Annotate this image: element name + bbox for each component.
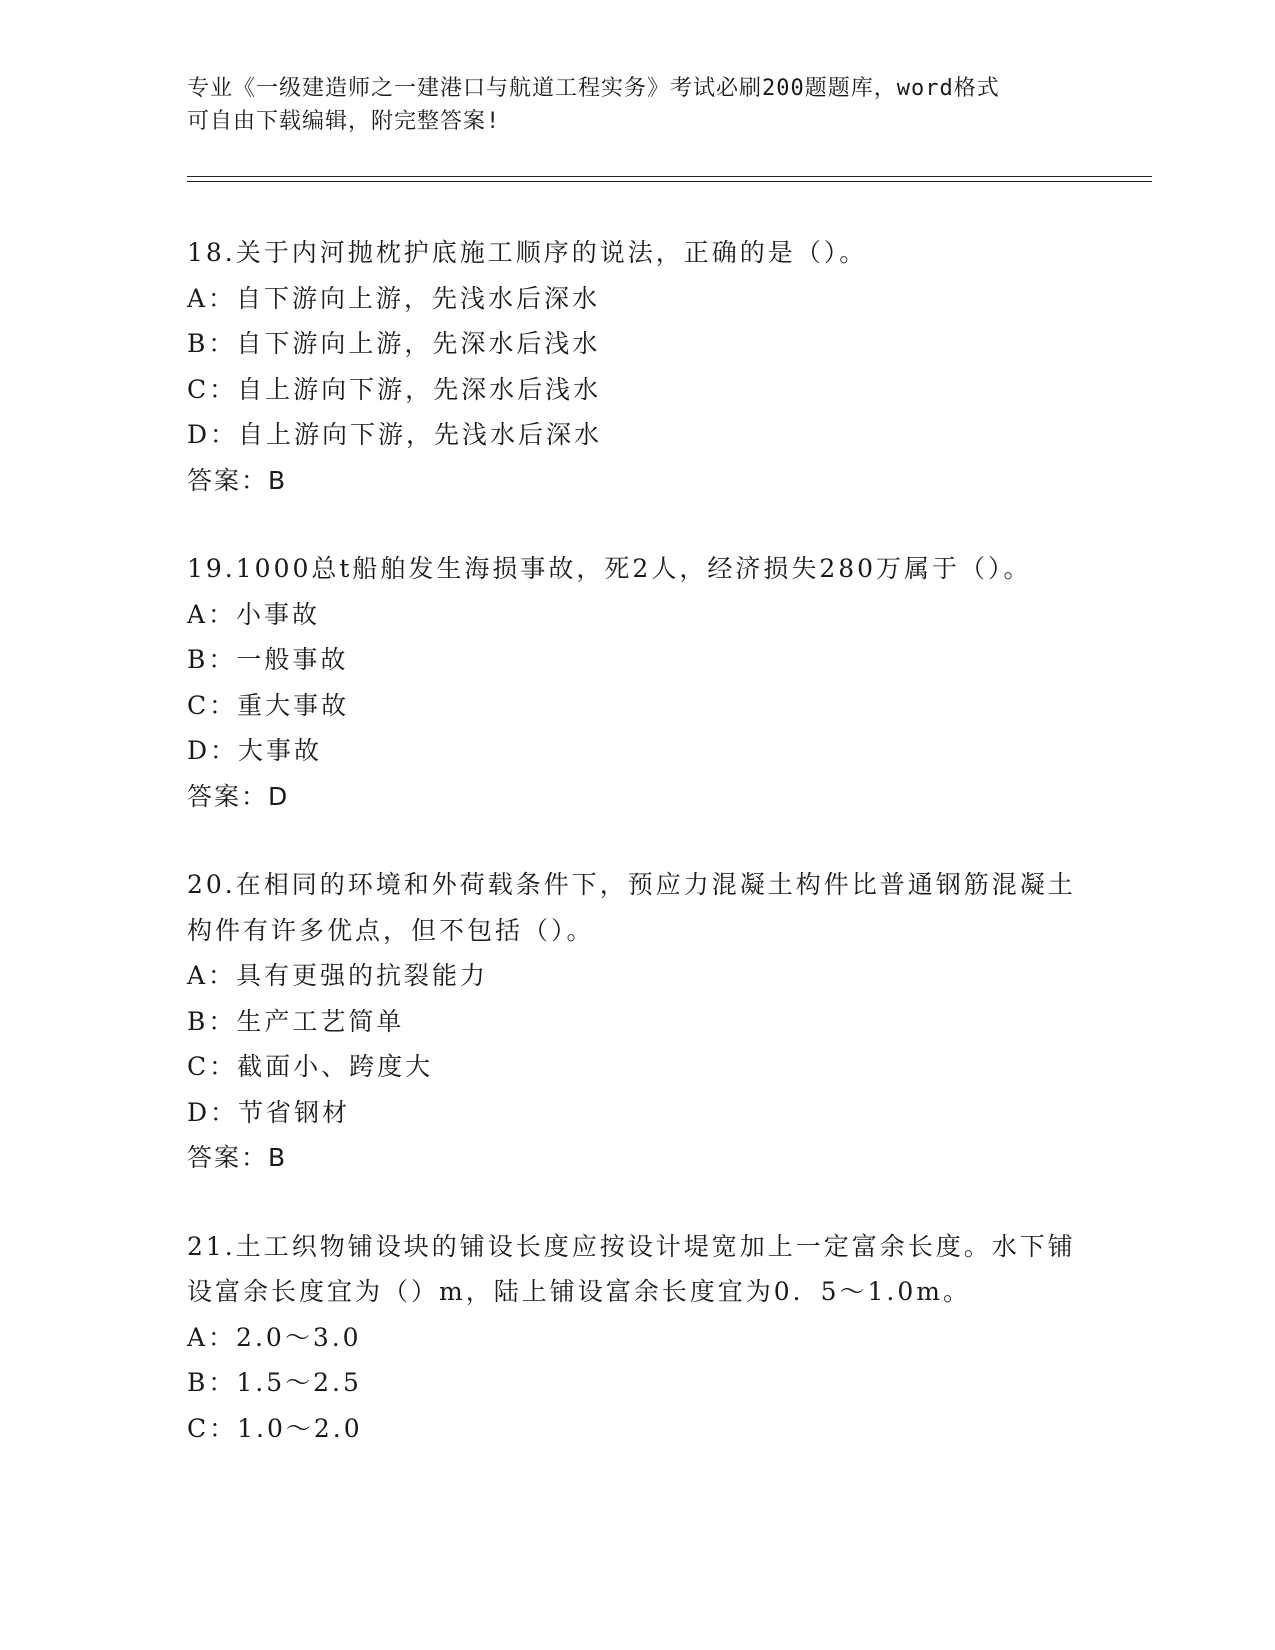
option-d: D：节省钢材 [187, 1097, 351, 1127]
question-stem: 20.在相同的环境和外荷载条件下，预应力混凝土构件比普通钢筋混凝土构件有许多优点，但不包括（）。 [187, 870, 1076, 945]
question-21 [187, 1224, 1087, 1452]
question-stem: 19.1000总t船舶发生海损事故，死2人，经济损失280万属于（）。 [187, 554, 1032, 583]
document-header [187, 72, 1087, 138]
question-stem: 18.关于内河抛枕护底施工顺序的说法，正确的是（）。 [187, 238, 868, 267]
option-a: A：小事故 [187, 599, 321, 629]
option-c: C：1.0～2.0 [187, 1413, 363, 1443]
option-d: D：自上游向下游，先浅水后深水 [187, 420, 603, 449]
question-list [187, 230, 1087, 1494]
option-b: B：生产工艺简单 [187, 1006, 405, 1036]
answer: 答案：B [187, 465, 288, 495]
option-c: C：截面小、跨度大 [187, 1052, 434, 1081]
option-b: B：自下游向上游，先深水后浅水 [187, 329, 601, 358]
answer: 答案：D [187, 781, 290, 811]
question-19 [187, 546, 1087, 819]
option-a: A：自下游向上游，先浅水后深水 [187, 283, 601, 313]
header-divider-bottom [187, 181, 1152, 182]
option-a: A：2.0～3.0 [187, 1322, 362, 1352]
header-line-2: 可自由下载编辑，附完整答案! [187, 109, 501, 134]
option-b: B：1.5～2.5 [187, 1368, 362, 1397]
question-stem: 21.土工织物铺设块的铺设长度应按设计堤宽加上一定富余长度。水下铺设富余长度宜为（）m，陆上铺设富余长度宜为0．5～1.0m。 [187, 1231, 1076, 1306]
option-b: B：一般事故 [187, 645, 349, 674]
option-c: C：重大事故 [187, 690, 350, 720]
option-c: C：自上游向下游，先深水后浅水 [187, 374, 602, 404]
option-d: D：大事故 [187, 736, 323, 765]
question-20 [187, 862, 1087, 1181]
option-a: A：具有更强的抗裂能力 [187, 961, 489, 990]
question-18 [187, 230, 1087, 503]
header-divider-top [187, 176, 1152, 177]
header-line-1: 专业《一级建造师之一建港口与航道工程实务》考试必刷200题题库，word格式 [187, 76, 1000, 101]
answer: 答案：B [187, 1143, 288, 1172]
